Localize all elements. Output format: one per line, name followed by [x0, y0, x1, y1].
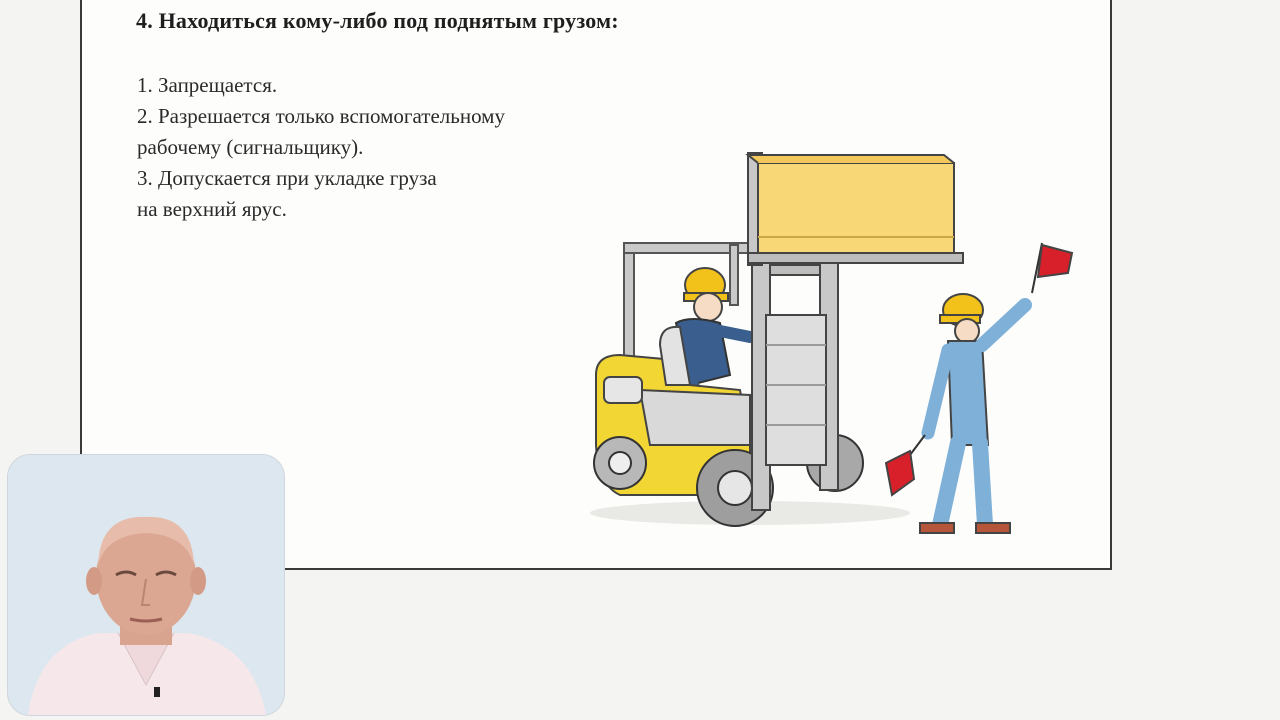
- forklift-illustration: [580, 145, 1090, 555]
- answer-option-2-line-2: рабочему (сигнальщику).: [137, 135, 364, 159]
- answer-option-1: 1. Запрещается.: [137, 73, 278, 97]
- raised-load: [748, 153, 963, 265]
- answer-option-3-line-2: на верхний ярус.: [137, 197, 287, 221]
- forklift-mast: [752, 255, 838, 510]
- answer-option-3-line-1: 3. Допускается при укладке груза: [137, 166, 437, 190]
- answer-list: [137, 70, 607, 225]
- signalman: [886, 243, 1072, 533]
- presenter-video: [8, 455, 284, 715]
- presenter-figure: [8, 455, 284, 715]
- question-title: 4. Находиться кому-либо под поднятым грузом:: [136, 8, 619, 33]
- answer-option-2-line-1: 2. Разрешается только вспомогательному: [137, 104, 505, 128]
